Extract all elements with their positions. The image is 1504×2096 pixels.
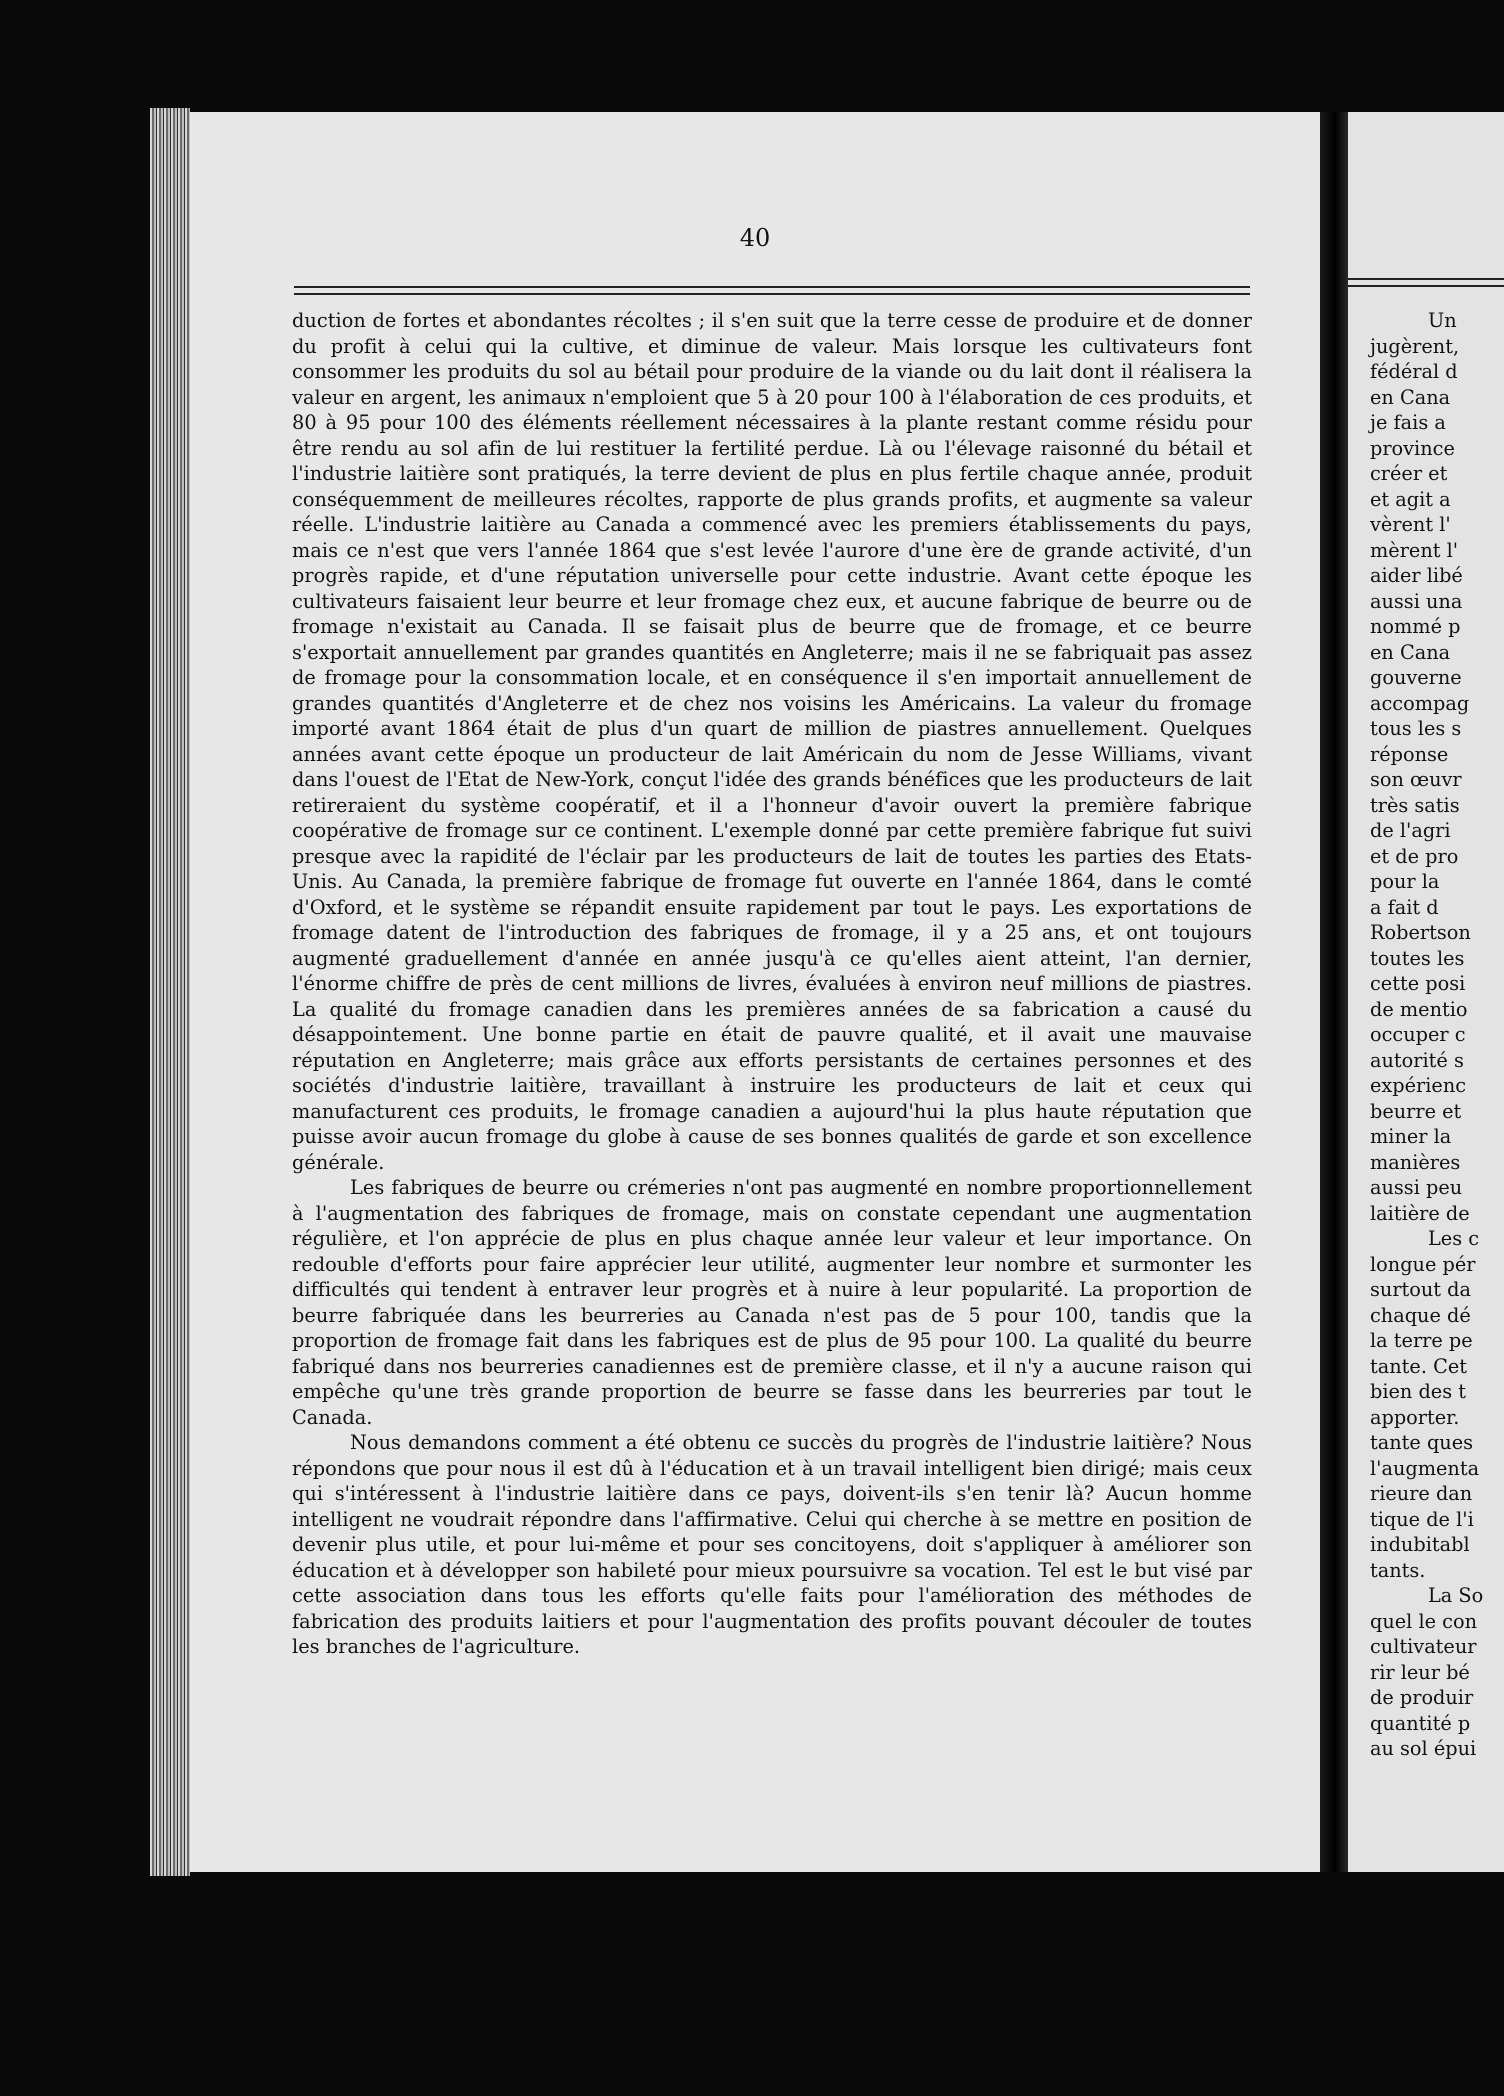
facing-header-rule-top bbox=[1348, 278, 1504, 280]
facing-page bbox=[1348, 112, 1504, 1872]
page-number: 40 bbox=[739, 224, 771, 252]
facing-page-line: nommé p bbox=[1370, 615, 1461, 638]
facing-page-line: accompag bbox=[1370, 691, 1470, 715]
facing-page-line: fédéral d bbox=[1370, 360, 1458, 383]
facing-page-line: et agit a bbox=[1370, 487, 1451, 511]
facing-page-line: vèrent l' bbox=[1370, 513, 1451, 536]
facing-page-line: surtout da bbox=[1370, 1278, 1472, 1301]
facing-page-line: pour la bbox=[1370, 870, 1440, 893]
page-stack-edge bbox=[150, 108, 190, 1876]
facing-page-line: la terre pe bbox=[1370, 1329, 1473, 1352]
facing-page-line: beurre et bbox=[1370, 1099, 1462, 1123]
facing-page-line: tique de l'i bbox=[1370, 1507, 1474, 1531]
facing-page-line: Un bbox=[1428, 309, 1457, 332]
facing-page-line: cultivateur bbox=[1370, 1635, 1477, 1658]
facing-page-line: province bbox=[1370, 436, 1455, 460]
facing-page-line: l'augmenta bbox=[1370, 1456, 1480, 1480]
facing-page-line: autorité s bbox=[1370, 1048, 1464, 1072]
facing-page-line: aussi peu bbox=[1370, 1176, 1463, 1199]
facing-header-rule-bottom bbox=[1348, 285, 1504, 287]
facing-page-line: longue pér bbox=[1370, 1252, 1476, 1276]
facing-page-line: occuper c bbox=[1370, 1023, 1466, 1046]
facing-page-line: toutes les bbox=[1370, 946, 1465, 970]
facing-page-line: au sol épui bbox=[1370, 1737, 1477, 1760]
paragraph: Les fabriques de beurre ou crémeries n'ont pas augmenté en nombre proportionnellement à l'augmentation des fabriques de fromage, mais on constate cependant une augmentation régulière, et l'on apprécie de plus en plus chaque année leur valeur et leur importance. On redouble d'efforts pour faire apprécier leur utilité, augmenter leur nombre et surmonter les difficultés qui tendent à entraver leur progrès et à nuire à leur popularité. La proportion de beurre fabriquée dans les beurreries au Canada n'est pas de 5 pour 100, tandis que la proportion de fromage fait dans les fabriques est de plus de 95 pour 100. La qualité du beurre fabriqué dans nos beurreries canadiennes est de première classe, et il n'y a aucune raison qui empêche qu'une très grande proportion de beurre se fasse dans les beurreries par tout le Canada. bbox=[292, 1176, 1252, 1429]
facing-page-line: apporter. bbox=[1370, 1405, 1460, 1429]
facing-page-line: mèrent l' bbox=[1370, 538, 1459, 562]
facing-page-line: tants. bbox=[1370, 1558, 1426, 1582]
facing-page-line: bien des t bbox=[1370, 1380, 1466, 1403]
facing-page-line: aussi una bbox=[1370, 589, 1463, 613]
left-page bbox=[190, 112, 1320, 1872]
facing-page-line: réponse bbox=[1370, 742, 1449, 766]
facing-page-line: jugèrent, bbox=[1370, 334, 1460, 358]
header-rule-top bbox=[294, 286, 1250, 288]
facing-page-line: en Cana bbox=[1370, 640, 1451, 664]
facing-page-line: rir leur bé bbox=[1370, 1660, 1470, 1684]
facing-page-line: son œuvr bbox=[1370, 768, 1462, 791]
facing-page-line: Robertson bbox=[1370, 921, 1471, 944]
facing-page-line: de produir bbox=[1370, 1686, 1474, 1709]
facing-page-line: a fait d bbox=[1370, 895, 1439, 919]
facing-page-line: quantité p bbox=[1370, 1711, 1471, 1735]
facing-page-line: tous les s bbox=[1370, 717, 1462, 740]
facing-page-line: gouverne bbox=[1370, 666, 1462, 689]
header-rule-bottom bbox=[294, 293, 1250, 295]
paragraph: duction de fortes et abondantes récoltes ; il s'en suit que la terre cesse de produire et de donner du profit à celui qui la cultive, et diminue de valeur. Mais lorsque les cultivateurs font consommer les produits du sol au bétail pour produire de la viande ou du lait dont il réalisera la valeur en argent, les animaux n'emploient que 5 à 20 pour 100 à l'élaboration de ces produits, et 80 à 95 pour 100 des éléments réellement nécessaires à la plante restant comme résidu pour être rendu au sol afin de lui restituer la fertilité perdue. Là ou l'élevage raisonné du bétail et l'industrie laitière sont pratiqués, la terre devient de plus en plus fertile chaque année, produit conséquemment de meilleures récoltes, rapporte de plus grands profits, et augmente sa valeur réelle. L'industrie laitière au Canada a commencé avec les premiers établissements du pays, mais ce n'est que vers l'année 1864 que s'est levée l'aurore d'une ère de grande activité, d'un progrès rapide, et d'une réputation universelle pour cette industrie. Avant cette époque les cultivateurs faisaient leur beurre et leur fromage chez eux, et aucune fabrique de beurre ou de fromage n'existait au Canada. Il se faisait plus de beurre que de fromage, et ce beurre s'exportait annuellement par grandes quantités en Angleterre; mais il ne se fabriquait pas assez de fromage pour la consommation locale, et en conséquence il s'en importait annuellement de grandes quantités d'Angleterre et de chez nos voisins les Américains. La valeur du fromage importé avant 1864 était de plus d'un quart de million de piastres annuellement. Quelques années avant cette époque un producteur de lait Américain du nom de Jesse Williams, vivant dans l'ouest de l'Etat de New-York, conçut l'idée des grands bénéfices que les producteurs de lait retireraient du système coopératif, et il a l'honneur d'avoir ouvert la première fabrique coopérative de fromage sur ce continent. L'exemple donné par cette première fabrique fut suivi presque avec la rapidité de l'éclair par les producteurs de lait de toutes les parties des Etats-Unis. Au Canada, la première fabrique de fromage fut ouverte en l'année 1864, dans le comté d'Oxford, et le système se répandit ensuite rapidement par tout le pays. Les exportations de fromage datent de l'introduction des fabriques de fromage, il y a 25 ans, et ont toujours augmenté graduellement d'année en année jusqu'à ce qu'elles aient atteint, l'an dernier, l'énorme chiffre de près de cent millions de livres, évaluées à environ neuf millions de piastres. La qualité du fromage canadien dans les premières années de sa fabrication a causé du désappointement. Une bonne partie en était de pauvre qualité, et il avait une mauvaise réputation en Angleterre; mais grâce aux efforts persistants de certaines personnes et des sociétés d'industrie laitière, travaillant à instruire les producteurs de lait et ceux qui manufacturent ces produits, le fromage canadien a aujourd'hui la plus haute réputation que puisse avoir aucun fromage du globe à cause de ses bonnes qualités de garde et son excellence générale. bbox=[292, 309, 1252, 1174]
facing-page-line: je fais a bbox=[1370, 411, 1446, 434]
facing-page-line: miner la bbox=[1370, 1125, 1452, 1148]
facing-page-line: créer et bbox=[1370, 462, 1448, 485]
body-text bbox=[292, 308, 1252, 1660]
facing-page-line: quel le con bbox=[1370, 1609, 1477, 1633]
book-gutter bbox=[1320, 112, 1348, 1872]
facing-page-line: chaque dé bbox=[1370, 1303, 1471, 1327]
facing-page-line: rieure dan bbox=[1370, 1482, 1473, 1505]
paragraph: Nous demandons comment a été obtenu ce succès du progrès de l'industrie laitière? Nous répondons que pour nous il est dû à l'éducation et à un travail intelligent bien dirigé; mais ceux qui s'intéressent à l'industrie laitière dans ce pays, doivent-ils s'en tenir là? Aucun homme intelligent ne voudrait répondre dans l'affirmative. Celui qui cherche à se mettre en position de devenir plus utile, et pour lui-même et pour ses concitoyens, doit s'appliquer à améliorer son éducation et à développer son habileté pour mieux poursuivre sa vocation. Tel est le but visé par cette association dans tous les efforts qu'elle faits pour l'amélioration des méthodes de fabrication des produits laitiers et pour l'augmentation des profits pouvant découler de toutes les branches de l'agriculture. bbox=[292, 1431, 1252, 1658]
facing-page-line: de l'agri bbox=[1370, 819, 1451, 842]
facing-page-line: tante ques bbox=[1370, 1431, 1474, 1454]
facing-page-line: aider libé bbox=[1370, 564, 1463, 587]
facing-page-line: Les c bbox=[1428, 1227, 1480, 1250]
facing-page-line: manières bbox=[1370, 1150, 1461, 1174]
facing-page-line: tante. Cet bbox=[1370, 1354, 1467, 1378]
facing-page-line: très satis bbox=[1370, 793, 1460, 817]
facing-page-line: en Cana bbox=[1370, 385, 1451, 409]
facing-page-line: et de pro bbox=[1370, 844, 1459, 868]
facing-page-line: laitière de bbox=[1370, 1201, 1470, 1225]
facing-page-line: de mentio bbox=[1370, 997, 1468, 1021]
facing-page-text bbox=[1370, 308, 1504, 1762]
facing-page-line: indubitabl bbox=[1370, 1533, 1470, 1556]
facing-page-line: cette posi bbox=[1370, 972, 1466, 995]
facing-page-line: La So bbox=[1428, 1584, 1484, 1607]
facing-page-line: expérienc bbox=[1370, 1074, 1467, 1097]
